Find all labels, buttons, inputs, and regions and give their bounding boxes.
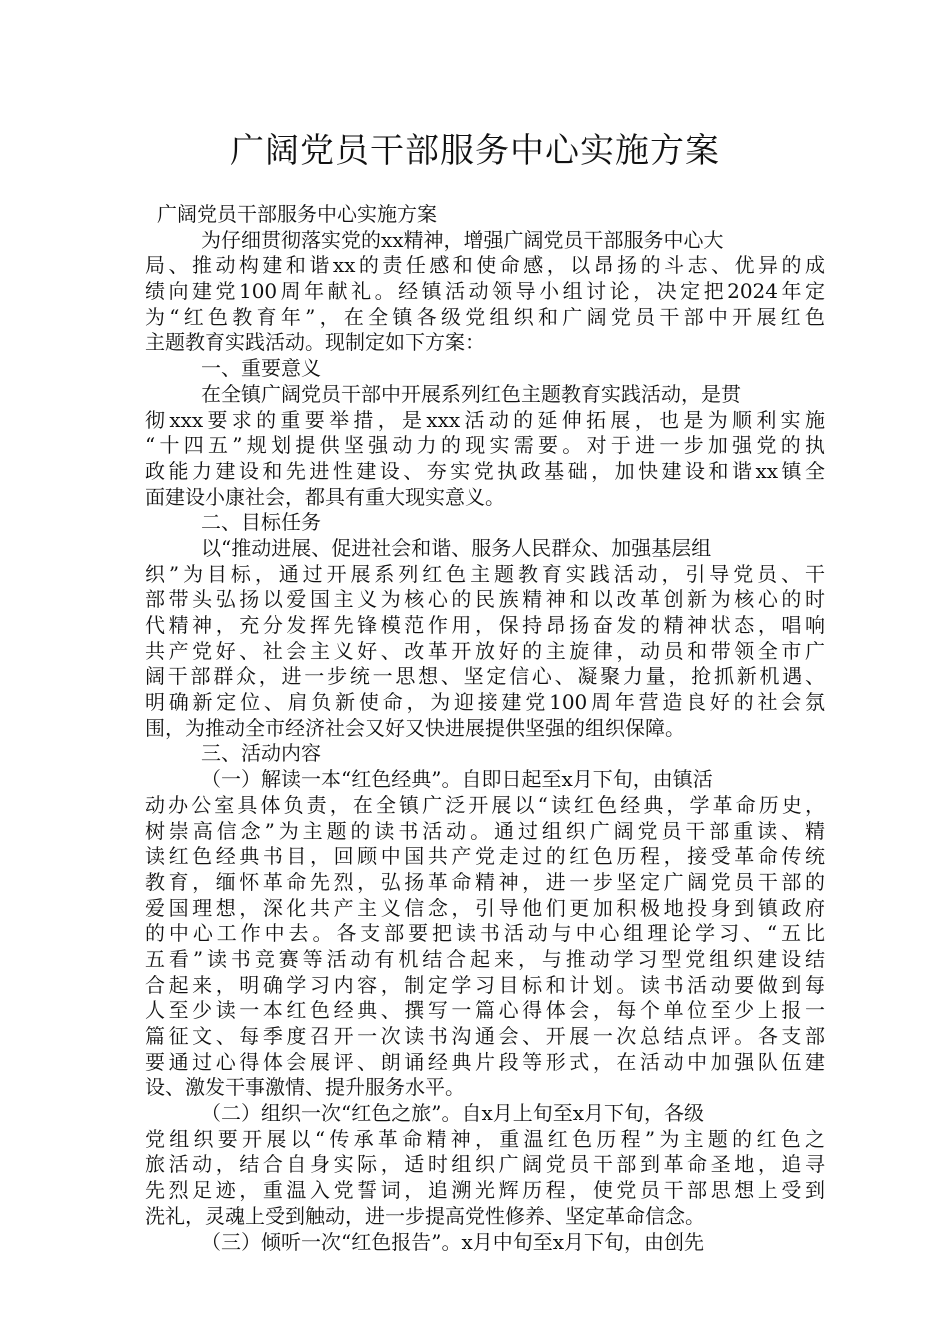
text-line: 合起来，明确学习内容，制定学习目标和计划。读书活动要做到每 [145,972,825,997]
document-subtitle: 广阔党员干部服务中心实施方案 [157,202,437,226]
text-line: 以“推动进展、促进社会和谐、服务人民群众、加强基层组 [201,535,712,560]
text-line: 彻xxx要求的重要举措，是xxx活动的延伸拓展，也是为顺利实施 [145,407,825,432]
text-line: “十四五”规划提供坚强动力的现实需要。对于进一步加强党的执 [145,433,825,458]
text-line: 明确新定位、肩负新使命，为迎接建党100周年营造良好的社会氛 [145,690,825,715]
text-line: （一）解读一本“红色经典”。自即日起至x月下旬，由镇活 [201,767,713,792]
document-title: 广阔党员干部服务中心实施方案 [230,131,720,171]
section-heading: 三、活动内容 [201,741,321,766]
text-line: 局、推动构建和谐xx的责任感和使命感，以昂扬的斗志、优异的成 [145,253,825,278]
text-line: 绩向建党100周年献礼。经镇活动领导小组讨论，决定把2024年定 [145,279,825,304]
text-line: 为“红色教育年”，在全镇各级党组织和广阔党员干部中开展红色 [145,304,825,329]
text-line: 动办公室具体负责，在全镇广泛开展以“读红色经典，学革命历史， [145,792,825,817]
text-line: 爱国理想，深化共产主义信念，引导他们更加积极地投身到镇政府 [145,895,825,920]
text-line: 旅活动，结合自身实际，适时组织广阔党员干部到革命圣地，追寻 [145,1152,825,1177]
section-heading: 二、目标任务 [201,510,321,535]
text-line: （二）组织一次“红色之旅”。自x月上旬至x月下旬，各级 [201,1101,705,1126]
text-line: 主题教育实践活动。现制定如下方案： [145,330,485,355]
text-line: 在全镇广阔党员干部中开展系列红色主题教育实践活动，是贯 [201,381,741,406]
text-line: 篇征文、每季度召开一次读书沟通会、开展一次总结点评。各支部 [145,1024,825,1048]
document-body [145,202,825,1255]
text-line: 政能力建设和先进性建设、夯实党执政基础，加快建设和谐xx镇全 [145,458,825,483]
text-line: 面建设小康社会，都具有重大现实意义。 [145,484,505,509]
text-line: 五看”读书竞赛等活动有机结合起来，与推动学习型党组织建设结 [145,946,825,971]
section-heading: 一、重要意义 [201,356,321,381]
text-line: 教育，缅怀革命先烈，弘扬革命精神，进一步坚定广阔党员干部的 [145,869,825,894]
text-line: 读红色经典书目，回顾中国共产党走过的红色历程，接受革命传统 [145,844,825,869]
text-line: 党组织要开展以“传承革命精神，重温红色历程”为主题的红色之 [145,1126,825,1151]
text-line: 为仔细贯彻落实党的xx精神，增强广阔党员干部服务中心大 [201,227,724,252]
text-line: （三）倾听一次“红色报告”。x月中旬至x月下旬，由创先 [201,1229,705,1254]
text-line: 要通过心得体会展评、朗诵经典片段等形式，在活动中加强队伍建 [145,1049,825,1074]
text-line: 的中心工作中去。各支部要把读书活动与中心组理论学习、“五比 [145,921,825,946]
text-line: 围，为推动全市经济社会又好又快进展提供坚强的组织保障。 [145,715,685,740]
text-line: 织”为目标，通过开展系列红色主题教育实践活动，引导党员、干 [145,561,825,586]
text-line: 先烈足迹，重温入党誓词，追溯光辉历程，使党员干部思想上受到 [145,1178,825,1203]
text-line: 树崇高信念”为主题的读书活动。通过组织广阔党员干部重读、精 [145,818,825,843]
text-line: 共产党好、社会主义好、改革开放好的主旋律，动员和带领全市广 [145,638,825,663]
text-line: 设、激发干事激情、提升服务水平。 [145,1075,465,1100]
text-line: 洗礼，灵魂上受到触动，进一步提高党性修养、坚定革命信念。 [145,1203,705,1228]
text-line: 人至少读一本红色经典、撰写一篇心得体会，每个单位至少上报一 [145,998,825,1023]
text-line: 代精神，充分发挥先锋模范作用，保持昂扬奋发的精神状态，唱响 [145,613,825,637]
text-line: 部带头弘扬以爱国主义为核心的民族精神和以改革创新为核心的时 [145,587,825,612]
text-line: 阔干部群众，进一步统一思想、坚定信心、凝聚力量，抢抓新机遇、 [145,664,825,689]
